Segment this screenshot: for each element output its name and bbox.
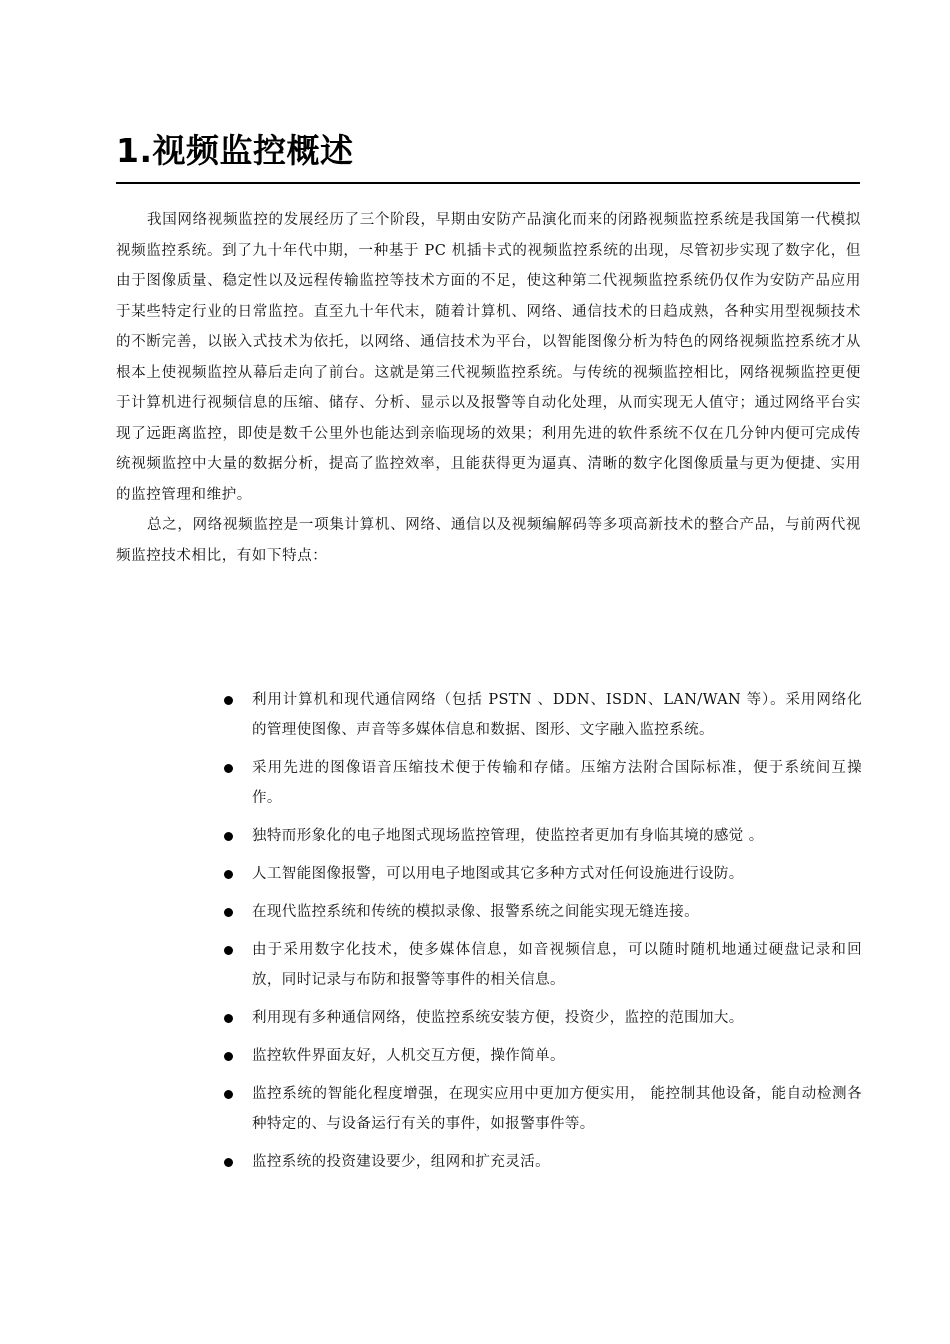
feature-item xyxy=(222,935,862,995)
bullet-dot-icon xyxy=(224,764,233,773)
feature-text: 利用现有多种通信网络，使监控系统安装方便，投资少，监控的范围加大。 xyxy=(252,1010,744,1026)
feature-text: 监控系统的投资建设要少，组网和扩充灵活。 xyxy=(252,1154,550,1170)
body-text xyxy=(116,205,861,571)
feature-item xyxy=(222,1003,862,1033)
bullet-dot-icon xyxy=(224,832,233,841)
bullet-dot-icon xyxy=(224,1052,233,1061)
bullet-dot-icon xyxy=(224,870,233,879)
feature-text: 独特而形象化的电子地图式现场监控管理，使监控者更加有身临其境的感觉 。 xyxy=(252,828,764,844)
feature-item xyxy=(222,1147,862,1177)
paragraph-summary: 总之，网络视频监控是一项集计算机、网络、通信以及视频编解码等多项高新技术的整合产品，与前两代视频监控技术相比，有如下特点： xyxy=(116,517,861,564)
bullet-dot-icon xyxy=(224,1158,233,1167)
paragraph-history: 我国网络视频监控的发展经历了三个阶段，早期由安防产品演化而来的闭路视频监控系统是我国第一代模拟视频监控系统。到了九十年代中期，一种基于 PC 机插卡式的视频监控系统的出现，尽管初步实现了数字化，但由于图像质量、稳定性以及远程传输监控等技术方面的不足，使这种第二代视频监控系统仍仅作为安防产品应用于某些特定行业的日常监控。直至九十年代末，随着计算机、网络、通信技术的日趋成熟，各种实用型视频技术的不断完善，以嵌入式技术为依托，以网络、通信技术为平台，以智能图像分析为特色的网络视频监控系统才从根本上使视频监控从幕后走向了前台。这就是第三代视频监控系统。与传统的视频监控相比，网络视频监控更便于计算机进行视频信息的压缩、储存、分析、显示以及报警等自动化处理，从而实现无人值守；通过网络平台实现了远距离监控，即使是数千公里外也能达到亲临现场的效果；利用先进的软件系统不仅在几分钟内便可完成传统视频监控中大量的数据分析，提高了监控效率，且能获得更为逼真、清晰的数字化图像质量与更为便捷、实用的监控管理和维护。 xyxy=(116,212,861,503)
feature-item xyxy=(222,1079,862,1139)
feature-text: 监控软件界面友好，人机交互方便，操作简单。 xyxy=(252,1048,565,1064)
feature-text: 人工智能图像报警，可以用电子地图或其它多种方式对任何设施进行设防。 xyxy=(252,866,744,882)
bullet-dot-icon xyxy=(224,1014,233,1023)
bullet-dot-icon xyxy=(224,946,233,955)
bullet-dot-icon xyxy=(224,1090,233,1099)
feature-item xyxy=(222,821,862,851)
feature-text: 在现代监控系统和传统的模拟录像、报警系统之间能实现无缝连接。 xyxy=(252,904,699,920)
feature-list xyxy=(222,685,862,1185)
feature-item xyxy=(222,753,862,813)
feature-item xyxy=(222,685,862,745)
section-title: 1.视频监控概述 xyxy=(116,131,354,170)
feature-item xyxy=(222,1041,862,1071)
bullet-dot-icon xyxy=(224,908,233,917)
feature-text: 采用先进的图像语音压缩技术便于传输和存储。压缩方法附合国际标准，便于系统间互操作。 xyxy=(252,760,862,806)
feature-item xyxy=(222,897,862,927)
title-underline-rule xyxy=(116,182,860,184)
feature-item xyxy=(222,859,862,889)
feature-text: 监控系统的智能化程度增强，在现实应用中更加方便实用， 能控制其他设备，能自动检测各种特定的、与设备运行有关的事件，如报警事件等。 xyxy=(252,1086,862,1132)
feature-text: 利用计算机和现代通信网络（包括 PSTN 、DDN、ISDN、LAN/WAN 等）。采用网络化的管理使图像、声音等多媒体信息和数据、图形、文字融入监控系统。 xyxy=(252,692,862,738)
feature-text: 由于采用数字化技术，使多媒体信息，如音视频信息，可以随时随机地通过硬盘记录和回放，同时记录与布防和报警等事件的相关信息。 xyxy=(252,942,862,988)
bullet-dot-icon xyxy=(224,696,233,705)
